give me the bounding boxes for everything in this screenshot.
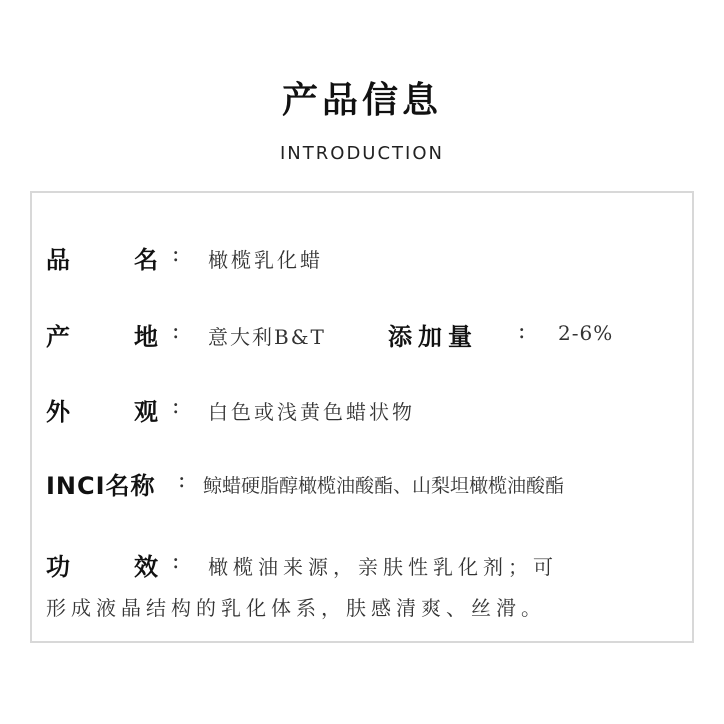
- origin-label-char2: 地: [134, 323, 158, 351]
- name-label-char2: 名: [134, 246, 158, 274]
- inci-colon: :: [178, 468, 186, 493]
- origin-value: 意大利B&T: [208, 325, 326, 349]
- dosage-colon: :: [518, 319, 526, 344]
- effect-value-line1: 橄榄油来源，亲肤性乳化剂；可: [208, 555, 558, 579]
- page-title: 产品信息: [281, 80, 442, 121]
- dosage-label: 添加量: [388, 323, 478, 351]
- inci-value: 鲸蜡硬脂醇橄榄油酸酯、山梨坦橄榄油酸酯: [203, 475, 565, 497]
- effect-value-line2: 形成液晶结构的乳化体系，肤感清爽、丝滑。: [46, 596, 546, 620]
- appearance-colon: :: [172, 394, 180, 419]
- name-colon: :: [172, 242, 180, 267]
- dosage-value: 2-6%: [558, 321, 614, 345]
- appearance-label-char2: 观: [134, 398, 158, 426]
- effect-label-char2: 效: [134, 553, 158, 581]
- effect-colon: :: [172, 549, 180, 574]
- appearance-value: 白色或浅黄色蜡状物: [208, 400, 415, 424]
- inci-label: INCI名称: [46, 472, 156, 500]
- effect-label-char1: 功: [46, 553, 70, 581]
- name-label-char1: 品: [46, 246, 70, 274]
- origin-colon: :: [172, 319, 180, 344]
- page-subtitle: INTRODUCTION: [280, 143, 444, 164]
- appearance-label-char1: 外: [46, 398, 70, 426]
- origin-label-char1: 产: [46, 323, 70, 351]
- name-value: 橄榄乳化蜡: [208, 248, 323, 272]
